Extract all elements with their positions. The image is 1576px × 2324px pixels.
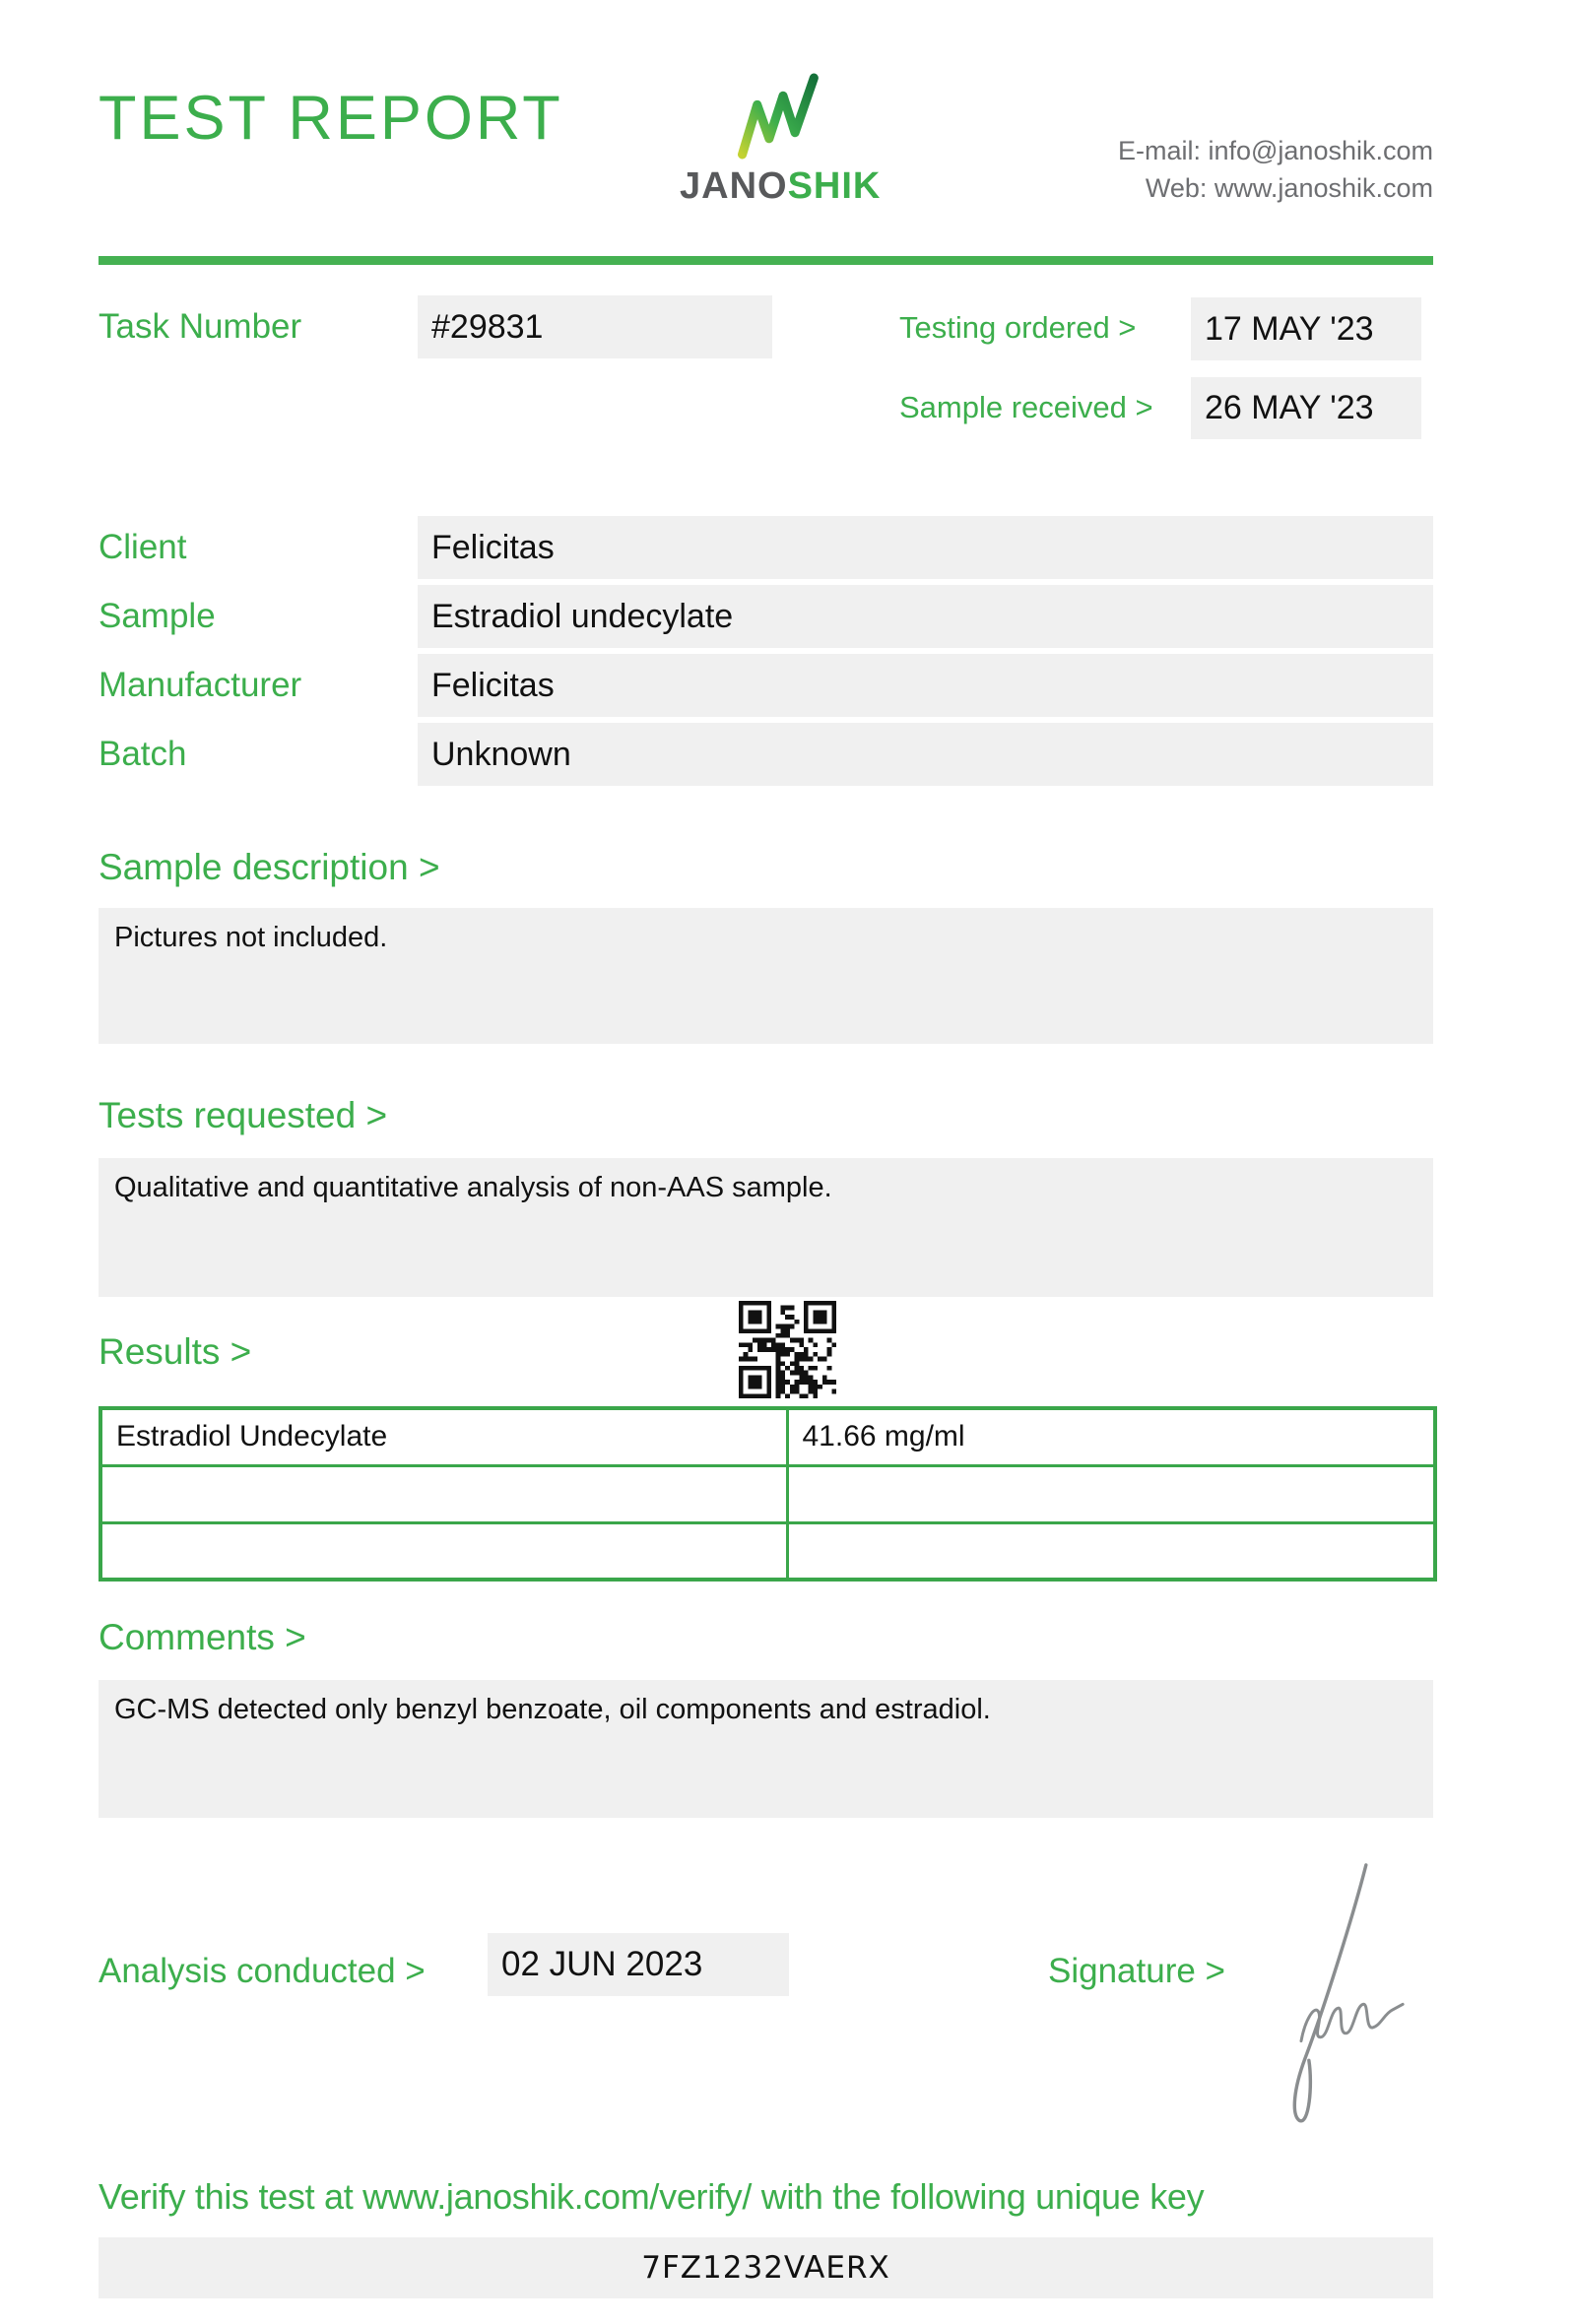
- result-substance: Estradiol Undecylate: [100, 1408, 787, 1465]
- results-row: [100, 1522, 1435, 1580]
- client-value: Felicitas: [418, 516, 1433, 579]
- sample-label: Sample: [98, 597, 216, 635]
- result-value: [787, 1465, 1435, 1522]
- result-substance: [100, 1465, 787, 1522]
- contact-web: Web: www.janoshik.com: [1145, 173, 1433, 203]
- logo-word-green: SHIK: [787, 165, 882, 207]
- qr-code: [739, 1301, 836, 1398]
- manufacturer-value: Felicitas: [418, 654, 1433, 717]
- analysis-conducted-value: 02 JUN 2023: [488, 1933, 789, 1996]
- task-number-value: #29831: [418, 295, 772, 358]
- signature-label: Signature >: [1048, 1952, 1225, 1990]
- verify-instruction: Verify this test at www.janoshik.com/verify/ with the following unique key: [98, 2176, 1205, 2217]
- contact-email: E-mail: info@janoshik.com: [1117, 136, 1433, 165]
- logo-chart-icon: [733, 69, 835, 163]
- analysis-conducted-label: Analysis conducted >: [98, 1952, 426, 1990]
- results-row: [100, 1465, 1435, 1522]
- testing-ordered-label: Testing ordered >: [899, 310, 1137, 345]
- comments-heading: Comments >: [98, 1617, 306, 1657]
- tests-requested-heading: Tests requested >: [98, 1095, 388, 1135]
- verify-key: 7FZ1232VAERX: [98, 2237, 1433, 2298]
- results-heading: Results >: [98, 1331, 252, 1372]
- sample-received-label: Sample received >: [899, 390, 1153, 424]
- logo-wordmark: [680, 165, 881, 208]
- task-number-label: Task Number: [98, 307, 302, 346]
- contact-block: [1118, 132, 1433, 207]
- testing-ordered-value: 17 MAY '23: [1191, 297, 1421, 360]
- client-label: Client: [98, 528, 187, 566]
- tests-requested-box: Qualitative and quantitative analysis of non-AAS sample.: [98, 1158, 1433, 1297]
- logo-word-dark: JANO: [680, 165, 788, 207]
- comments-box: GC-MS detected only benzyl benzoate, oil components and estradiol.: [98, 1680, 1433, 1818]
- header-divider: [98, 256, 1433, 265]
- batch-label: Batch: [98, 735, 187, 773]
- page-title: TEST REPORT: [98, 84, 563, 153]
- result-substance: [100, 1522, 787, 1580]
- batch-value: Unknown: [418, 723, 1433, 786]
- results-row: [100, 1408, 1435, 1465]
- result-value: [787, 1522, 1435, 1580]
- sample-description-box: Pictures not included.: [98, 908, 1433, 1044]
- sample-description-heading: Sample description >: [98, 847, 440, 887]
- signature-image: [1247, 1857, 1410, 2133]
- result-value: 41.66 mg/ml: [787, 1408, 1435, 1465]
- sample-value: Estradiol undecylate: [418, 585, 1433, 648]
- manufacturer-label: Manufacturer: [98, 666, 302, 704]
- results-table: [98, 1406, 1433, 1582]
- sample-received-value: 26 MAY '23: [1191, 377, 1421, 439]
